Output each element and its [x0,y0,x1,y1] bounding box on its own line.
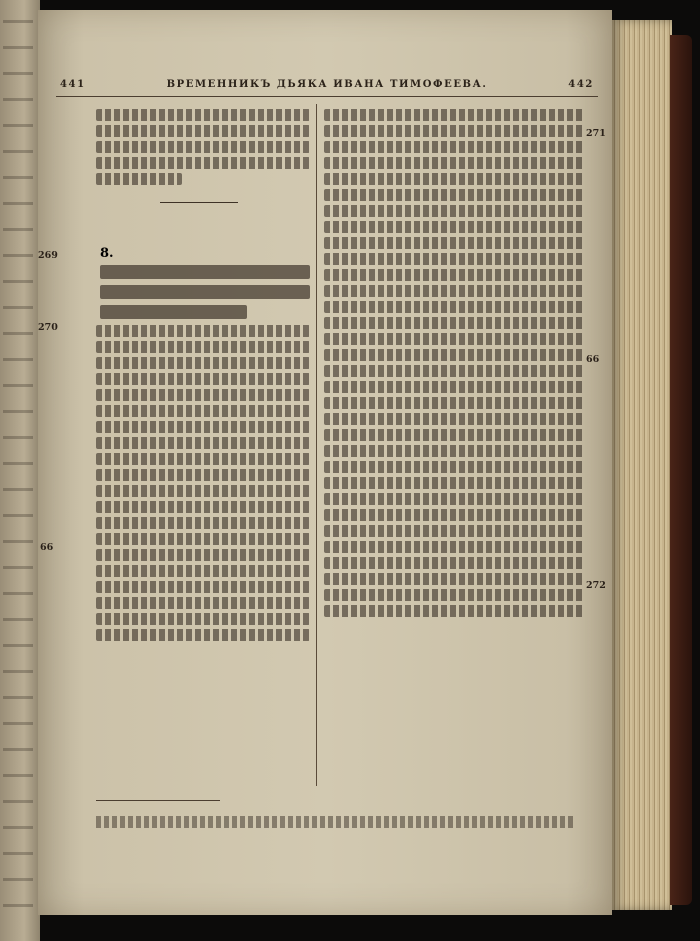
book-page [38,10,612,915]
margin-number: 271 [586,128,606,139]
page-number-right: 442 [568,78,594,90]
footnotes [96,816,576,828]
margin-number: 66 [586,354,600,365]
margin-number: 66 [40,542,54,553]
facing-page-edge [0,0,40,941]
running-header [60,76,594,92]
page-edges [612,20,672,910]
left-column [96,106,310,189]
footnote-rule [96,800,220,801]
running-title: ВРЕМЕННИКЪ ДЬЯКА ИВАНА ТИМОФЕЕВА. [166,78,488,90]
left-column-body [96,322,310,645]
book-cover [670,35,692,905]
header-rule [56,96,598,97]
section-separator [160,202,238,203]
section-number: 8. [100,246,114,261]
margin-number: 272 [586,580,606,591]
page-number-left: 441 [60,78,86,90]
column-divider [316,104,317,786]
section-heading [100,242,310,325]
margin-number: 269 [38,250,58,261]
margin-number: 270 [38,322,58,333]
right-column [324,106,584,621]
